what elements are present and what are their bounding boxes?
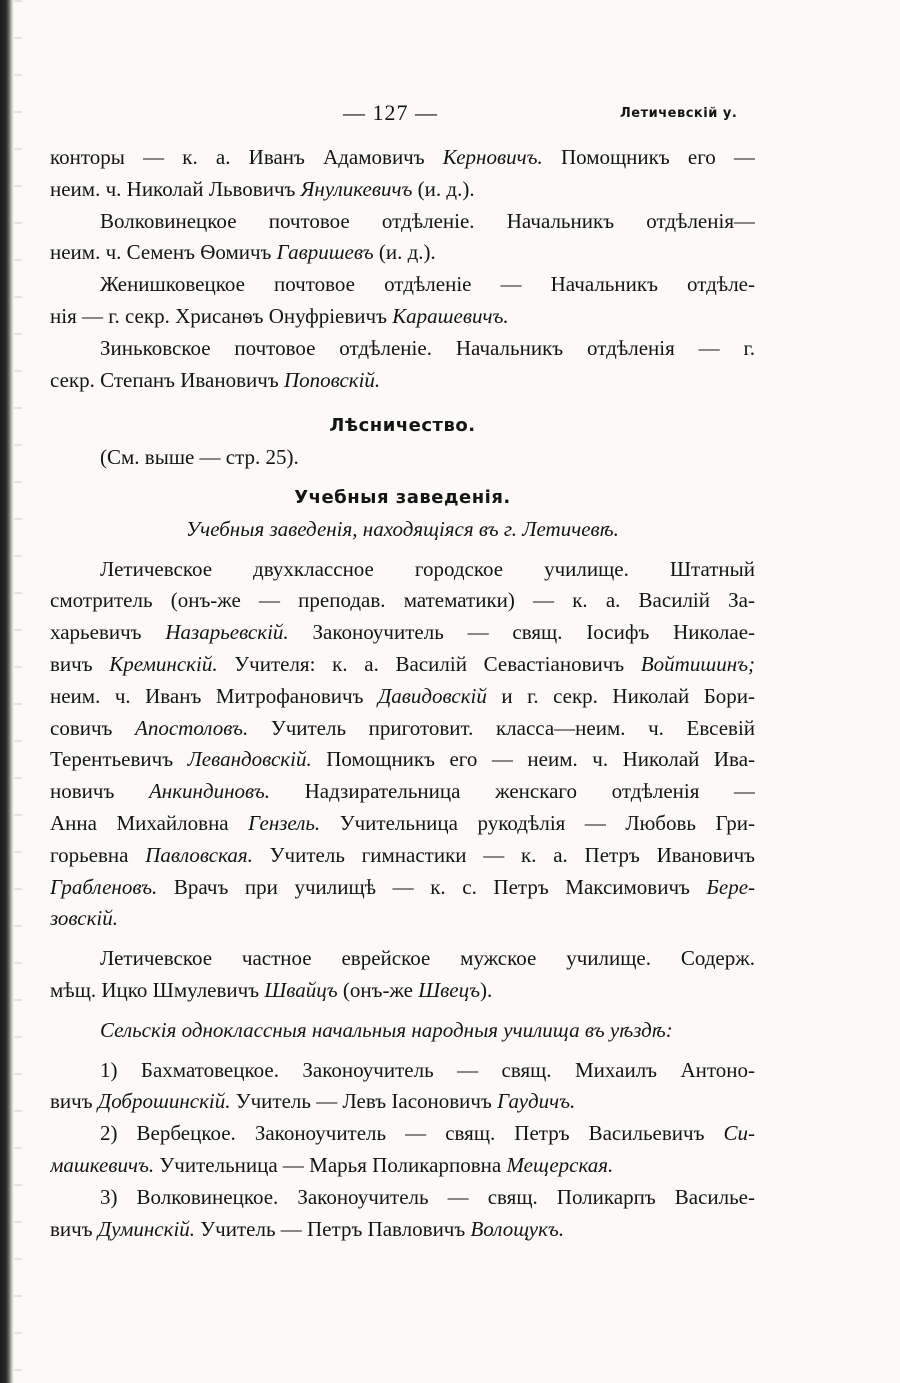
text-line: Анна Михайловна Гензель. Учительница рукодѣлія — Любовь Гри- — [50, 810, 755, 835]
text-line: Зиньковское почтовое отдѣленіе. Начальникъ отдѣленія — г. — [100, 335, 755, 360]
text-line: вичъ Доброшинскій. Учитель — Левъ Іасоновичъ Гаудичъ. — [50, 1089, 576, 1114]
text-line: новичъ Анкиндиновъ. Надзирательница женскаго отдѣленія — — [50, 779, 755, 804]
subheading-letichev-schools: Учебныя заведенія, находящіяся въ г. Летичевѣ. — [186, 516, 619, 541]
text-line: (См. выше — стр. 25). — [100, 445, 299, 470]
text-line: Женишковецкое почтовое отдѣленіе — Начальникъ отдѣле- — [100, 272, 755, 297]
text-line: вичъ Креминскій. Учителя: к. а. Василій Севастіановичъ Войтишинъ; — [50, 651, 755, 676]
text-line: вичъ Думинскій. Учитель — Петръ Павловичъ Волощукъ. — [50, 1216, 565, 1241]
text-line: Волковинецкое почтовое отдѣленіе. Начальникъ отдѣленія— — [100, 208, 755, 233]
binding-shadow — [14, 0, 22, 1383]
running-title: Летичевскій у. — [620, 106, 738, 121]
text-line: Летичевское частное еврейское мужское училище. Содерж. — [100, 946, 755, 971]
text-line: Летичевское двухклассное городское училище. Штатный — [100, 556, 755, 581]
page-header — [0, 100, 900, 130]
text-line: 1) Бахматовецкое. Законоучитель — свящ. Михаилъ Антоно- — [100, 1057, 755, 1082]
text-line: секр. Степанъ Ивановичъ Поповскій. — [50, 367, 381, 392]
subheading-rural-schools: Сельскія одноклассныя начальныя народныя училища въ уѣздѣ: — [100, 1017, 673, 1042]
body-text — [50, 142, 755, 1245]
text-line: неим. ч. Николай Львовичъ Януликевичъ (и. д.). — [50, 176, 475, 201]
text-line: Терентьевичъ Левандовскій. Помощникъ его — неим. ч. Николай Ива- — [50, 747, 755, 772]
text-line: зовскій. — [50, 906, 118, 931]
section-heading-forestry: Лѣсничество. — [329, 415, 476, 437]
text-line: мѣщ. Ицко Шмулевичъ Швайцъ (онъ-же Швецъ). — [50, 977, 493, 1002]
text-line: машкевичъ. Учительница — Марья Поликарповна Мещерская. — [50, 1152, 614, 1177]
text-line: неим. ч. Семенъ Ѳомичъ Гавришевъ (и. д.). — [50, 240, 436, 265]
text-line: Грабленовъ. Врачъ при училищѣ — к. с. Петръ Максимовичъ Бере- — [50, 874, 755, 899]
page-number: — 127 — — [343, 100, 438, 125]
text-line: конторы — к. а. Иванъ Адамовичъ Керновичъ. Помощникъ его — — [50, 145, 755, 169]
text-line: неим. ч. Иванъ Митрофановичъ Давидовскій и г. секр. Николай Бори- — [50, 683, 755, 708]
text-line: нія — г. секр. Хрисанѳъ Онуфріевичъ Карашевичъ. — [50, 303, 509, 328]
text-line: совичъ Апостоловъ. Учитель приготовит. класса—неим. ч. Евсевій — [50, 715, 755, 740]
binding-edge — [0, 0, 14, 1383]
text-line: 2) Вербецкое. Законоучитель — свящ. Петръ Васильевичъ Си- — [100, 1121, 755, 1146]
text-line: смотритель (онъ-же — преподав. математики) — к. а. Василій За- — [50, 588, 755, 613]
text-line: 3) Волковинецкое. Законоучитель — свящ. Поликарпъ Василье- — [100, 1184, 755, 1209]
text-line: харьевичъ Назарьевскій. Законоучитель — свящ. Іосифъ Николае- — [50, 620, 755, 645]
text-line: горьевна Павловская. Учитель гимнастики — к. а. Петръ Ивановичъ — [50, 842, 755, 867]
section-heading-schools: Учебныя заведенія. — [294, 486, 511, 508]
